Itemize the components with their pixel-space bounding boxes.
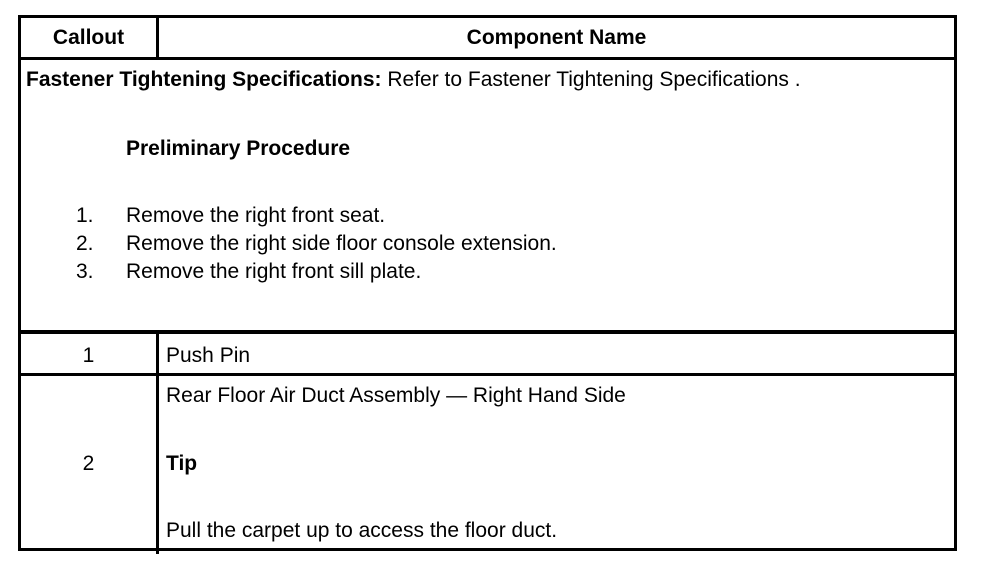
- tip-text: Pull the carpet up to access the floor duct.: [166, 519, 558, 542]
- step-number: 1.: [76, 204, 94, 227]
- step-text: Remove the right front seat.: [126, 204, 386, 227]
- row-divider: [21, 373, 954, 376]
- step-text: Remove the right front sill plate.: [126, 260, 422, 283]
- row-component-name: Push Pin: [166, 344, 251, 367]
- row-divider: [21, 330, 954, 334]
- row-component-name: Rear Floor Air Duct Assembly — Right Hand Side: [166, 384, 626, 407]
- preliminary-procedure-heading: Preliminary Procedure: [126, 137, 351, 160]
- step-text: Remove the right side floor console extension.: [126, 232, 557, 255]
- step-number: 3.: [76, 260, 94, 283]
- body-column-divider: [156, 334, 159, 554]
- component-table: [18, 15, 957, 551]
- step-number: 2.: [76, 232, 94, 255]
- fastener-spec-text: Refer to Fastener Tightening Specifications .: [387, 68, 801, 91]
- fastener-spec-label: Fastener Tightening Specifications:: [26, 68, 382, 91]
- header-component-name: Component Name: [466, 26, 647, 49]
- row-callout: 2: [82, 452, 95, 475]
- header-callout: Callout: [52, 26, 125, 49]
- row-callout: 1: [82, 344, 95, 367]
- header-divider: [21, 57, 954, 60]
- tip-label: Tip: [166, 452, 198, 475]
- fastener-spec-line: [26, 68, 801, 92]
